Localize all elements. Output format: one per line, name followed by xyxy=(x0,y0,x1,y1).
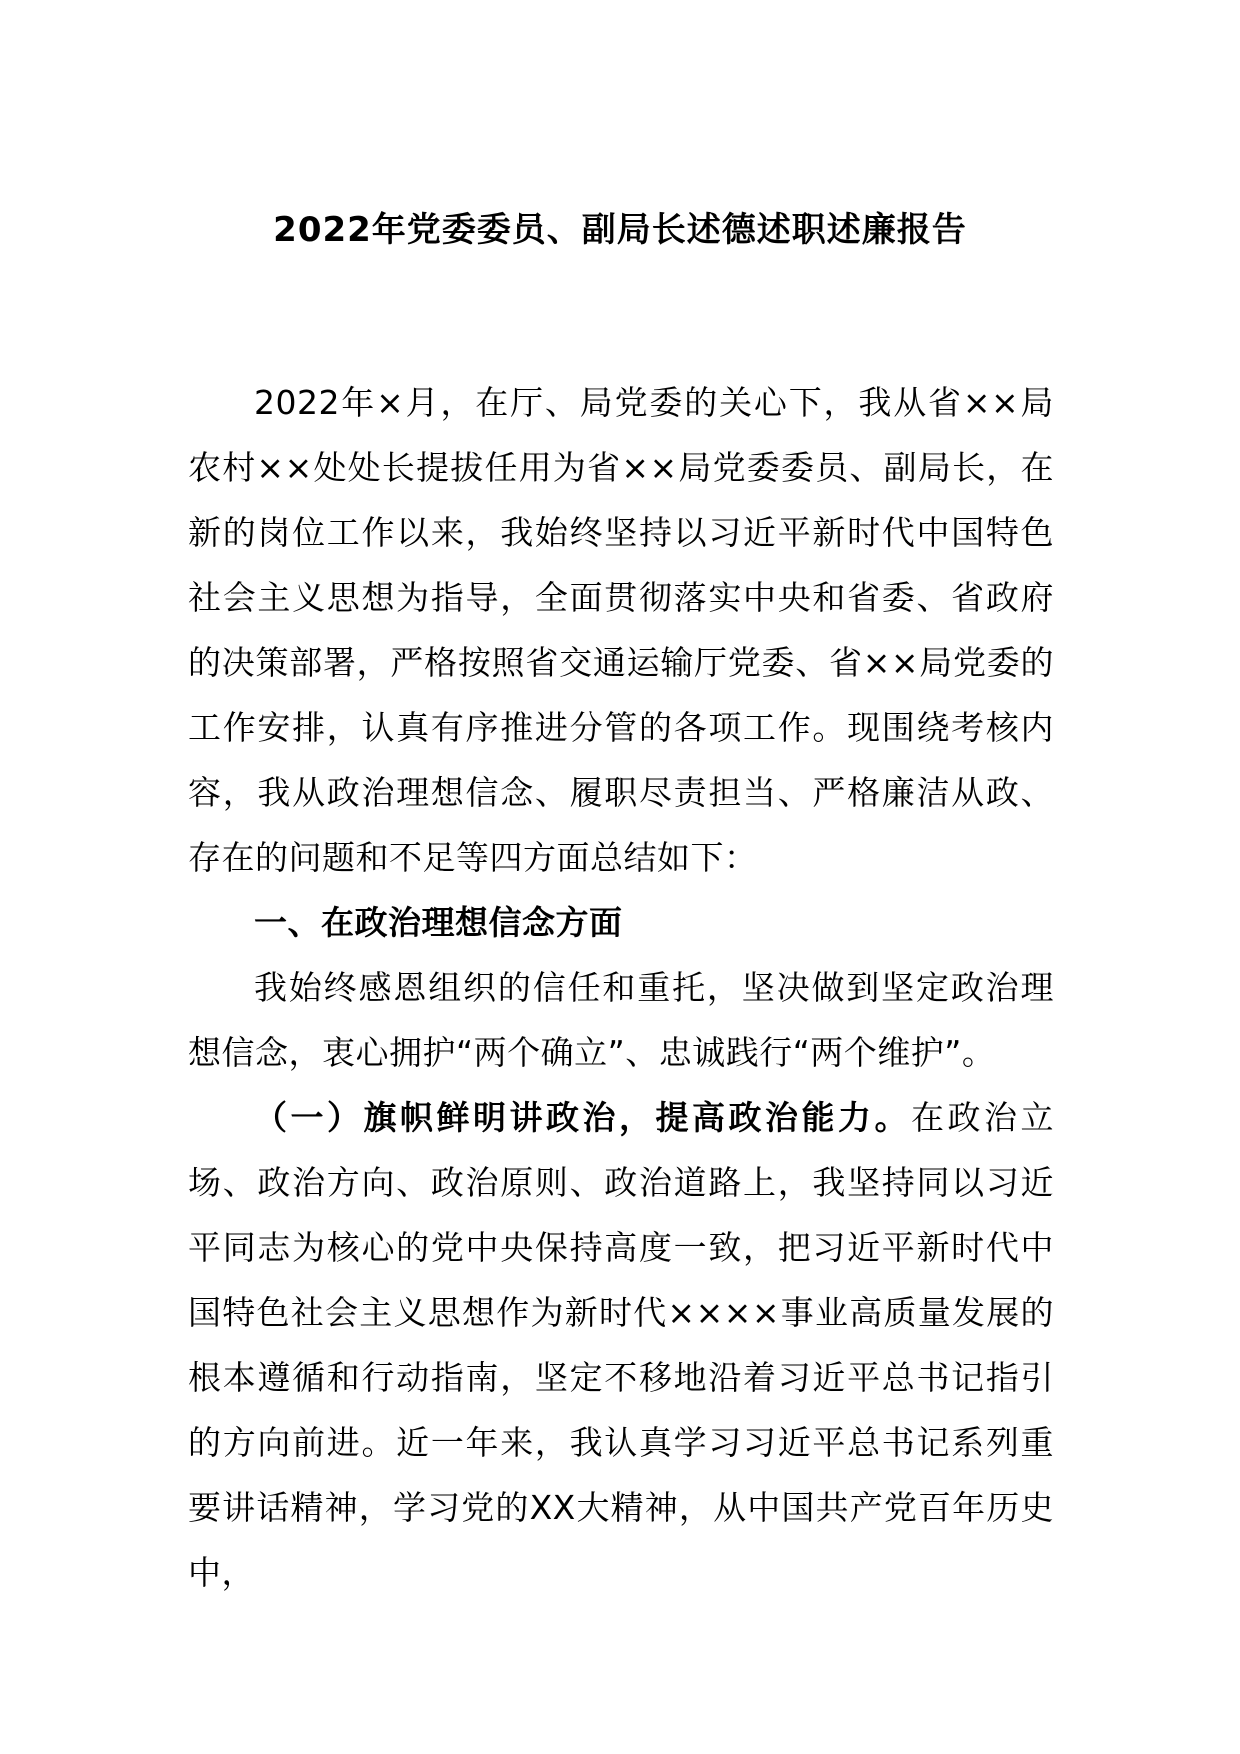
section-paragraph: 我始终感恩组织的信任和重托，坚决做到坚定政治理想信念，衷心拥护“两个确立”、忠诚践行“两个维护”。 xyxy=(188,968,1054,1072)
item-lead-text: （一）旗帜鲜明讲政治，提高政治能力。 xyxy=(254,1098,911,1137)
section-heading: 一、在政治理想信念方面 xyxy=(254,903,623,942)
document-title: 2022年党委委员、副局长述德述职述廉报告 xyxy=(273,210,967,250)
document-body xyxy=(188,370,1054,1605)
intro-paragraph: 2022年×月，在厅、局党委的关心下，我从省××局农村××处处长提拔任用为省××局党委委员、副局长，在新的岗位工作以来，我始终坚持以习近平新时代中国特色社会主义思想为指导，全面贯彻落实中央和省委、省政府的决策部署，严格按照省交通运输厅党委、省××局党委的工作安排，认真有序推进分管的各项工作。现围绕考核内容，我从政治理想信念、履职尽责担当、严格廉洁从政、存在的问题和不足等四方面总结如下： xyxy=(188,383,1054,877)
item-paragraph xyxy=(188,1085,1054,1605)
item-body-text: 在政治立场、政治方向、政治原则、政治道路上，我坚持同以习近平同志为核心的党中央保持高度一致，把习近平新时代中国特色社会主义思想作为新时代××××事业高质量发展的根本遵循和行动指南，坚定不移地沿着习近平总书记指引的方向前进。近一年来，我认真学习习近平总书记系列重要讲话精神，学习党的XX大精神，从中国共产党百年历史中， xyxy=(188,1098,1054,1592)
